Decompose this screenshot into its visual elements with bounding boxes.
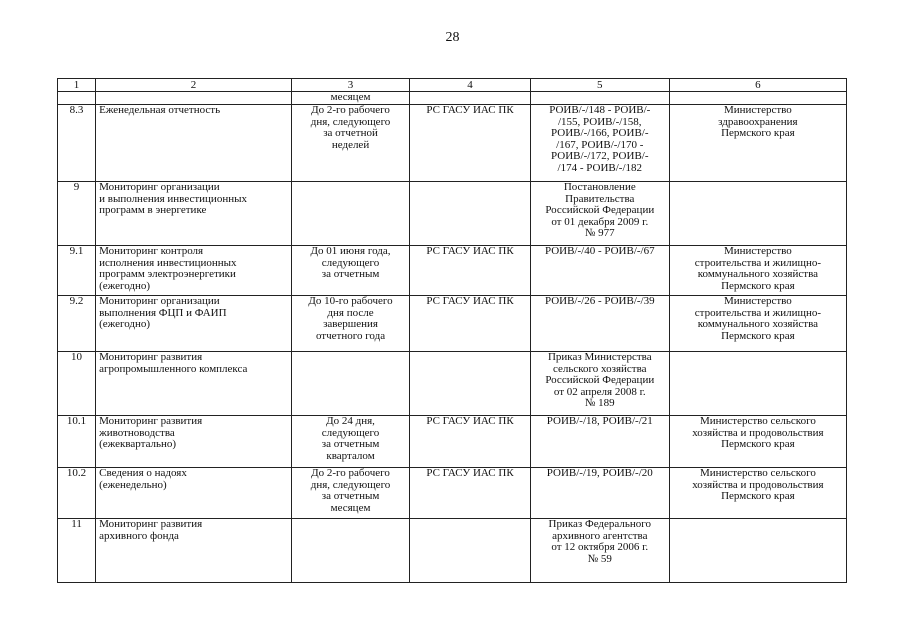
cell-c6 xyxy=(669,352,846,416)
cell-c1: 9 xyxy=(58,182,96,246)
cell-c3: До 10-го рабочего дня после завершения отчетного года xyxy=(291,296,409,352)
cell-c3: До 01 июня года, следующего за отчетным xyxy=(291,246,409,296)
cell-c6: Министерство сельского хозяйства и продовольствия Пермского края xyxy=(669,416,846,468)
cell-c1: 10.2 xyxy=(58,468,96,519)
cell-c6 xyxy=(669,519,846,583)
table-row xyxy=(58,182,847,246)
cell-c5: РОИВ/-/26 - РОИВ/-/39 xyxy=(530,296,669,352)
cell-c1: 10.1 xyxy=(58,416,96,468)
cell-c2: Мониторинг контроля исполнения инвестиционных программ электроэнергетики (ежегодно) xyxy=(96,246,292,296)
cell-c3: До 2-го рабочего дня, следующего за отчетной неделей xyxy=(291,105,409,182)
cell-c5: Приказ Федерального архивного агентства от 12 октября 2006 г. № 59 xyxy=(530,519,669,583)
cell-c6: Министерство здравоохранения Пермского края xyxy=(669,105,846,182)
cell xyxy=(669,92,846,105)
header-row xyxy=(58,79,847,92)
cell-c5: РОИВ/-/40 - РОИВ/-/67 xyxy=(530,246,669,296)
cell-c4 xyxy=(410,352,531,416)
cell-c2: Мониторинг организации выполнения ФЦП и ФАИП (ежегодно) xyxy=(96,296,292,352)
cell-c2: Мониторинг развития агропромышленного комплекса xyxy=(96,352,292,416)
cell-c3 xyxy=(291,182,409,246)
cell-c6: Министерство сельского хозяйства и продовольствия Пермского края xyxy=(669,468,846,519)
cell-c4: РС ГАСУ ИАС ПК xyxy=(410,296,531,352)
table-row xyxy=(58,105,847,182)
cell-c5: РОИВ/-/19, РОИВ/-/20 xyxy=(530,468,669,519)
cell-c4: РС ГАСУ ИАС ПК xyxy=(410,416,531,468)
carry-over-text: месяцем xyxy=(291,92,409,105)
column-header-1: 1 xyxy=(58,79,96,92)
cell-c2: Мониторинг развития животноводства (ежеквартально) xyxy=(96,416,292,468)
cell-c3 xyxy=(291,352,409,416)
table-row xyxy=(58,246,847,296)
column-header-3: 3 xyxy=(291,79,409,92)
page-number: 28 xyxy=(445,30,460,45)
cell-c3: До 24 дня, следующего за отчетным кварталом xyxy=(291,416,409,468)
table-row xyxy=(58,416,847,468)
column-header-5: 5 xyxy=(530,79,669,92)
cell-c6: Министерство строительства и жилищно- коммунального хозяйства Пермского края xyxy=(669,296,846,352)
cell-c5: Приказ Министерства сельского хозяйства Российской Федерации от 02 апреля 2008 г. № 189 xyxy=(530,352,669,416)
column-header-2: 2 xyxy=(96,79,292,92)
column-header-4: 4 xyxy=(410,79,531,92)
cell-c3: До 2-го рабочего дня, следующего за отчетным месяцем xyxy=(291,468,409,519)
cell-c5: РОИВ/-/148 - РОИВ/- /155, РОИВ/-/158, РОИВ/-/166, РОИВ/- /167, РОИВ/-/170 - РОИВ/-/172, РОИВ/- /174 - РОИВ/-/182 xyxy=(530,105,669,182)
cell-c1: 9.1 xyxy=(58,246,96,296)
cell-c2: Мониторинг развития архивного фонда xyxy=(96,519,292,583)
cell-c1: 10 xyxy=(58,352,96,416)
cell-c4 xyxy=(410,182,531,246)
cell xyxy=(58,92,96,105)
cell-c6 xyxy=(669,182,846,246)
cell-c1: 11 xyxy=(58,519,96,583)
table-row xyxy=(58,352,847,416)
cell-c2: Мониторинг организации и выполнения инвестиционных программ в энергетике xyxy=(96,182,292,246)
cell-c3 xyxy=(291,519,409,583)
table-row xyxy=(58,519,847,583)
cell xyxy=(530,92,669,105)
cell-c5: РОИВ/-/18, РОИВ/-/21 xyxy=(530,416,669,468)
monitoring-table xyxy=(57,78,847,583)
column-header-6: 6 xyxy=(669,79,846,92)
cell-c4: РС ГАСУ ИАС ПК xyxy=(410,468,531,519)
table-row xyxy=(58,468,847,519)
cell-c4 xyxy=(410,519,531,583)
cell-c2: Сведения о надоях (еженедельно) xyxy=(96,468,292,519)
cell xyxy=(410,92,531,105)
cell xyxy=(96,92,292,105)
cell-c6: Министерство строительства и жилищно- коммунального хозяйства Пермского края xyxy=(669,246,846,296)
cell-c4: РС ГАСУ ИАС ПК xyxy=(410,105,531,182)
cell-c1: 9.2 xyxy=(58,296,96,352)
carry-over-row xyxy=(58,92,847,105)
cell-c5: Постановление Правительства Российской Федерации от 01 декабря 2009 г. № 977 xyxy=(530,182,669,246)
cell-c1: 8.3 xyxy=(58,105,96,182)
cell-c4: РС ГАСУ ИАС ПК xyxy=(410,246,531,296)
table-row xyxy=(58,296,847,352)
cell-c2: Еженедельная отчетность xyxy=(96,105,292,182)
